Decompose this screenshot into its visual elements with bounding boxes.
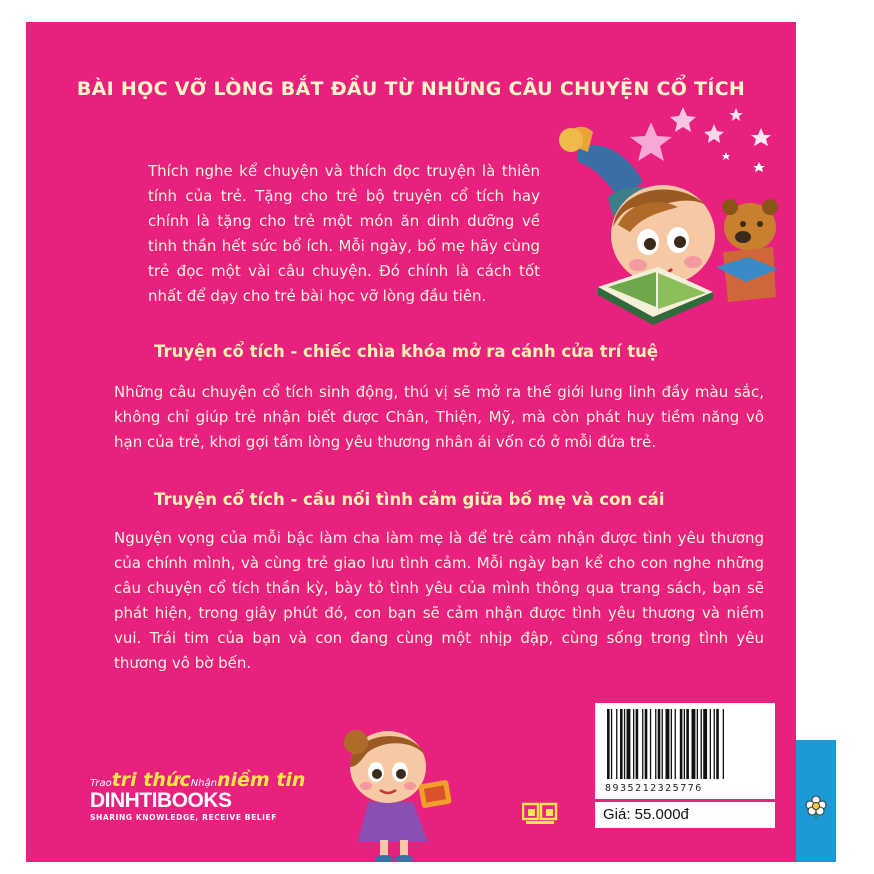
section-heading-2: Truyện cổ tích - cầu nối tình cảm giữa bố mẹ và con cái (154, 490, 665, 509)
section-text-2: Nguyện vọng của mỗi bậc làm cha làm mẹ là để trẻ cảm nhận được tình yêu thương của chính mình, và cùng trẻ giao lưu tình cảm. Mỗi ngày bạn kể cho con nghe những câu chuyện cổ tích thần kỳ, bày tỏ tình yêu của mình thông qua trang sách, bạn sẽ phát hiện, trong giây phút đó, con bạn sẽ cảm nhận được tình yêu thương và niềm vui. Trái tim của bạn và con đang cùng một nhịp đập, cùng sống trong tình yêu thương vô bờ bến. (114, 529, 764, 672)
barcode-bar (723, 709, 724, 779)
logo-slogan (90, 769, 310, 791)
barcode-bar (684, 709, 685, 779)
barcode-bars (603, 709, 767, 781)
barcode-bar (671, 709, 672, 779)
barcode-bar (710, 709, 711, 779)
barcode-bar (633, 709, 634, 779)
barcode-bar (658, 709, 661, 779)
barcode-bar (703, 709, 707, 779)
publisher-logo (90, 769, 310, 829)
barcode-bar (616, 709, 617, 779)
price-label: Giá: 55.000đ (595, 802, 775, 828)
barcode-bar (655, 709, 656, 779)
barcode-bar (650, 709, 651, 779)
barcode-bar (697, 709, 698, 779)
logo-word: Nhận (190, 778, 217, 789)
barcode-bar (675, 709, 676, 779)
barcode-bar (611, 709, 612, 779)
barcode-bar (624, 709, 625, 779)
barcode-bar (607, 709, 610, 779)
logo-word: tri thức (111, 769, 191, 791)
barcode (595, 703, 775, 799)
barcode-bar (701, 709, 702, 779)
publisher-logo-icon (522, 802, 558, 826)
barcode-bar (714, 709, 715, 779)
barcode-bar (636, 709, 639, 779)
boy-reading-illustration (538, 107, 788, 337)
barcode-bar (627, 709, 631, 779)
flower-icon (805, 795, 827, 819)
section-text-1: Những câu chuyện cổ tích sinh động, thú vị sẽ mở ra thế giới lung linh đầy màu sắc, không chỉ giúp trẻ nhận biết được Chân, Thiện, Mỹ, mà còn phát huy tiềm năng vô hạn của trẻ, khơi gợi tấm lòng yêu thương nhân ái vốn có ở mỗi đứa trẻ. (114, 383, 764, 451)
barcode-bar (686, 709, 689, 779)
girl-illustration (328, 712, 458, 862)
barcode-bar (642, 709, 643, 779)
logo-word: Trao (90, 778, 112, 789)
cover-title: BÀI HỌC VỠ LÒNG BẮT ĐẦU TỪ NHỮNG CÂU CHUYỆN CỔ TÍCH (76, 78, 746, 100)
barcode-bar (692, 709, 696, 779)
barcode-bar (680, 709, 683, 779)
barcode-number: 8935212325776 (605, 783, 703, 794)
logo-brand: DINHTIBOOKS (90, 789, 232, 812)
logo-word: niềm tin (216, 769, 306, 791)
barcode-bar (716, 709, 719, 779)
barcode-bar (666, 709, 670, 779)
barcode-bar (620, 709, 623, 779)
intro-paragraph: Thích nghe kể chuyện và thích đọc truyện là thiên tính của trẻ. Tặng cho trẻ bộ truyện cổ tích hay chính là tặng cho trẻ một món ăn dinh dưỡng về tinh thần hết sức bổ ích. Mỗi ngày, bố mẹ hãy cùng trẻ đọc một vài câu chuyện. Đó chính là cách tốt nhất để dạy cho trẻ bài học vỡ lòng đầu tiên. (148, 162, 540, 305)
barcode-bar (662, 709, 663, 779)
logo-tagline: SHARING KNOWLEDGE, RECEIVE BELIEF (90, 813, 278, 822)
section-heading-1: Truyện cổ tích - chiếc chìa khóa mở ra cánh cửa trí tuệ (154, 342, 659, 361)
barcode-bar (645, 709, 648, 779)
book-spine (796, 740, 836, 862)
